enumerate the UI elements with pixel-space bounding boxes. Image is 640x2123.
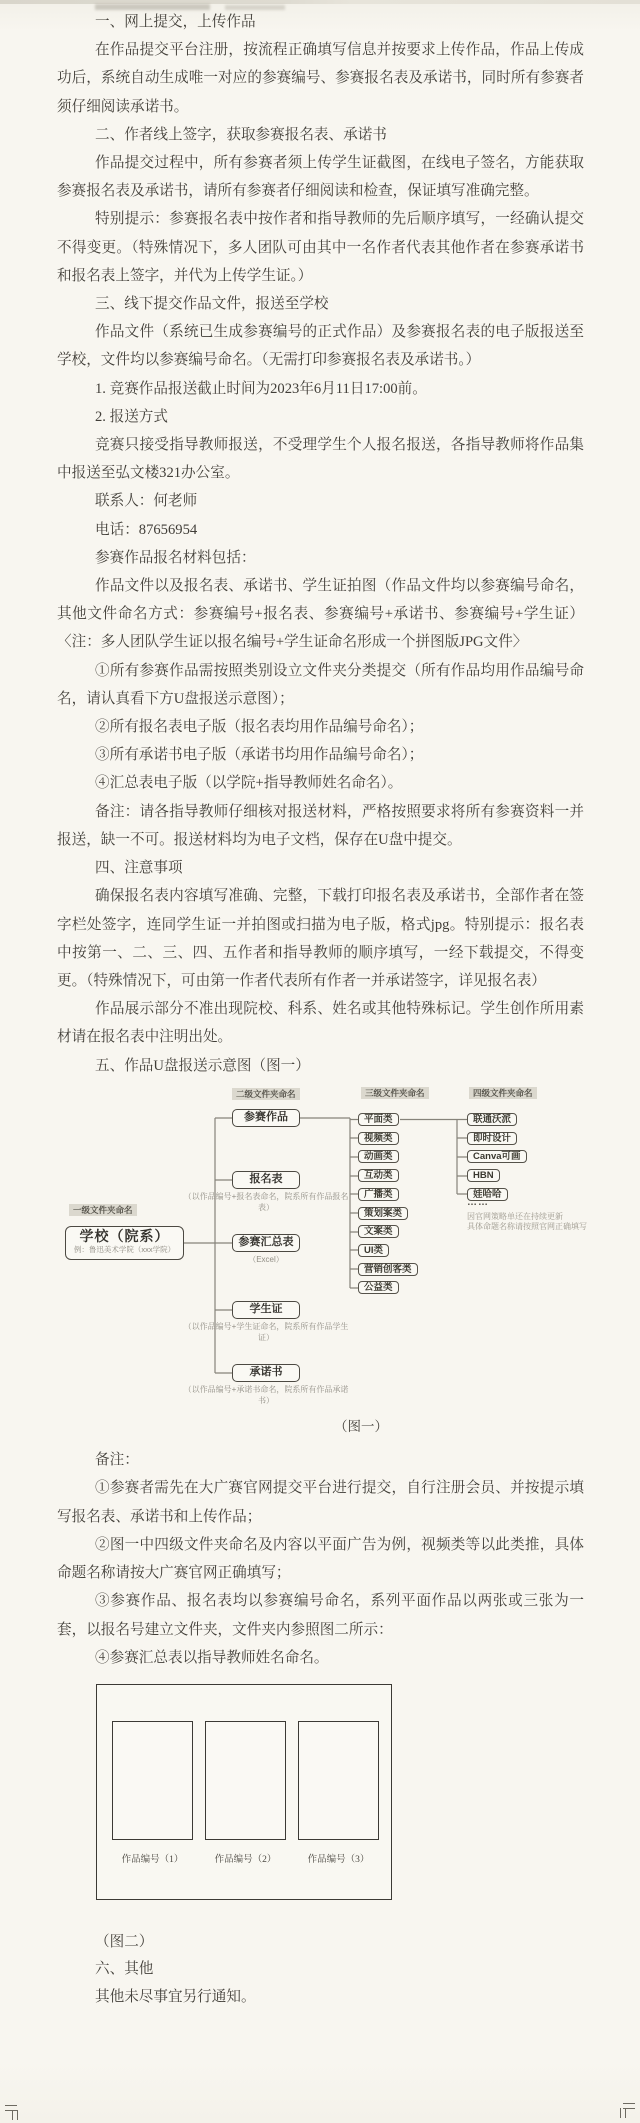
- folder-box-l4: Canva可画: [467, 1150, 527, 1163]
- paragraph: 一、网上提交，上传作品: [95, 14, 256, 30]
- paragraph: ①参赛者需先在大广赛官网提交平台进行提交，自行注册会员、并按提示填写报名表、承诺书和上传作品；: [57, 1480, 584, 1525]
- paragraph: 1. 竞赛作品报送截止时间为2023年6月11日17:00前。: [95, 380, 427, 397]
- folder-box-level2: 报名表: [232, 1171, 300, 1189]
- series-folder-diagram: [96, 1684, 392, 1900]
- folder-box-l3: 互动类: [358, 1169, 399, 1182]
- paragraph: 作品文件以及报名表、承诺书、学生证拍图（作品文件均以参赛编号命名，其他文件命名方式：参赛编号+报名表、参赛编号+承诺书、参赛编号+学生证）〈注：多人团队学生证以报名编号+学生证命名形成一个拼图版JPG文件〉: [57, 578, 584, 651]
- scan-corner-mark-left: [12, 2110, 18, 2120]
- paragraph: ④汇总表电子版（以学院+指导教师姓名命名）。: [95, 775, 403, 792]
- paragraph: 备注：请各指导教师仔细核对报送材料，严格按照要求将所有参赛资料一并报送，缺一不可。报送材料均为电子文档，保存在U盘中提交。: [57, 803, 584, 848]
- paragraph: 其他未尽事宜另行通知。: [95, 1988, 256, 2005]
- artwork-placeholder-2: [205, 1721, 286, 1840]
- paragraph: ①所有参赛作品需按照类别设立文件夹分类提交（所有作品均用作品编号命名，请认真看下方U盘报送示意图）；: [57, 662, 584, 707]
- folder-box-l3: 公益类: [358, 1281, 399, 1294]
- paragraph: 特别提示：参赛报名表中按作者和指导教师的先后顺序填写，一经确认提交不得变更。（特殊情况下，多人团队可由其中一名作者代表其他作者在参赛承诺书和报名表上签字，并代为上传学生证。）: [57, 211, 584, 284]
- paragraph: 电话：87656954: [95, 521, 198, 538]
- paragraph: 确保报名表内容填写准确、完整，下载打印报名表及承诺书，全部作者在签字栏处签字，连同学生证一并拍图或扫描为电子版，格式jpg。特别提示：报名表中按第一、二、三、四、五作者和指导教师的顺序填写，一经下载提交，不得变更。（特殊情况下，可由第一作者代表所有作者一并承诺签字，详见报名表）: [57, 888, 584, 989]
- folder-box-l4: 联通沃派: [467, 1113, 517, 1126]
- artwork-placeholder-3: [298, 1721, 379, 1840]
- paragraph: 二、作者线上签字，获取参赛报名表、承诺书: [95, 126, 387, 143]
- paragraph: ②所有报名表电子版（报名表均用作品编号命名）；: [95, 719, 424, 736]
- diagram-label-level3: 三级文件夹命名: [361, 1087, 429, 1099]
- diagram-label-level4: 四级文件夹命名: [469, 1087, 537, 1099]
- folder-box-note: （以作品编号+学生证命名，院系所有作品学生证）: [183, 1322, 349, 1342]
- folder-box-l3: 策划案类: [358, 1207, 408, 1220]
- folder-box-level2: 学生证: [232, 1301, 300, 1319]
- folder-box-l3: 广播类: [358, 1188, 399, 1201]
- folder-box-note: （Excel）: [248, 1255, 284, 1264]
- figure1-caption: （图一）: [334, 1419, 388, 1434]
- paragraph: 竞赛只接受指导教师报送，不受理学生个人报名报送，各指导教师将作品集中报送至弘文楼321办公室。: [57, 437, 584, 482]
- scan-corner-mark-right: [620, 2108, 626, 2118]
- folder-box-l4: 即时设计: [467, 1132, 517, 1145]
- folder-box-l4: 娃哈哈: [467, 1188, 508, 1201]
- paragraph: ④参赛汇总表以指导教师姓名命名。: [95, 1650, 329, 1667]
- folder-box-l4: HBN: [467, 1169, 500, 1182]
- paragraph: ③所有承诺书电子版（承诺书均用作品编号命名）；: [95, 747, 424, 764]
- paragraph: 六、其他: [95, 1961, 154, 1978]
- level4-ellipsis: ……: [467, 1197, 489, 1208]
- root-folder-title: 学校（院系）: [79, 1228, 170, 1244]
- paragraph: ②图一中四级文件夹命名及内容以平面广告为例，视频类等以此类推，具体命题名称请按大广赛官网正确填写；: [57, 1536, 584, 1582]
- folder-structure-diagram: [0, 1080, 640, 1432]
- document-notes-text: [57, 1446, 584, 1672]
- root-folder-example: 例：鲁迅美术学院（xxx学院）: [73, 1245, 176, 1254]
- artwork-number-label-3: 作品编号（3）: [307, 1855, 370, 1865]
- paragraph: 作品提交过程中，所有参赛者须上传学生证截图，在线电子签名，方能获取参赛报名表及承诺书，请所有参赛者仔细阅读和检查，保证填写准确完整。: [57, 155, 584, 200]
- folder-box-l3: 文案类: [358, 1225, 399, 1238]
- folder-box-l3: 动画类: [358, 1150, 399, 1163]
- paragraph: ③参赛作品、报名表均以参赛编号命名，系列平面作品以两张或三张为一套，以报名号建立文件夹，文件夹内参照图二所示：: [57, 1593, 584, 1638]
- folder-box-level2: 参赛作品: [232, 1109, 300, 1127]
- paragraph: 三、线下提交作品文件，报送至学校: [95, 296, 329, 313]
- level4-note-line1: 因官网策略单还在持续更新: [467, 1212, 563, 1221]
- level4-note: [467, 1212, 587, 1232]
- paragraph: 作品文件（系统已生成参赛编号的正式作品）及参赛报名表的电子版报送至学校，文件均以参赛编号命名。（无需打印参赛报名表及承诺书。）: [57, 324, 584, 369]
- folder-box-l3: 视频类: [358, 1132, 399, 1145]
- folder-box-l3: 营销创客类: [358, 1263, 418, 1276]
- paragraph: 2. 报送方式: [95, 408, 168, 425]
- paragraph: （图二）: [95, 1934, 154, 1950]
- paragraph: 在作品提交平台注册，按流程正确填写信息并按要求上传作品，作品上传成功后，系统自动生成唯一对应的参赛编号、参赛报名表及承诺书，同时所有参赛者须仔细阅读承诺书。: [57, 42, 584, 115]
- paragraph: 参赛作品报名材料包括：: [95, 549, 256, 566]
- folder-box-note: （以作品编号+承诺书命名，院系所有作品承诺书）: [183, 1385, 349, 1405]
- paragraph: 五、作品U盘报送示意图（图一）: [95, 1057, 310, 1074]
- folder-box-note: （以作品编号+报名表命名，院系所有作品报名表）: [183, 1192, 349, 1212]
- level4-note-line2: 具体命题名称请按照官网正确填写: [467, 1222, 587, 1231]
- artwork-number-label-1: 作品编号（1）: [121, 1855, 184, 1865]
- document-body-text: [57, 8, 584, 1080]
- folder-box-school-root: [65, 1226, 184, 1260]
- folder-box-l3: UI类: [358, 1244, 389, 1257]
- folder-box-level2: 承诺书: [232, 1364, 300, 1382]
- paragraph: 作品展示部分不准出现院校、科系、姓名或其他特殊标记。学生创作所用素材请在报名表中注明出处。: [57, 1001, 584, 1046]
- paragraph: 备注：: [95, 1452, 139, 1468]
- folder-box-l3: 平面类: [358, 1113, 399, 1126]
- diagram-label-level1: 一级文件夹命名: [69, 1204, 137, 1216]
- folder-box-level2: 参赛汇总表: [232, 1234, 300, 1252]
- paragraph: 四、注意事项: [95, 860, 183, 877]
- document-closing-text: [57, 1929, 584, 2011]
- paragraph: 联系人：何老师: [95, 493, 198, 510]
- artwork-number-label-2: 作品编号（2）: [214, 1855, 277, 1865]
- diagram-label-level2: 二级文件夹命名: [232, 1088, 300, 1100]
- artwork-placeholder-1: [112, 1721, 193, 1840]
